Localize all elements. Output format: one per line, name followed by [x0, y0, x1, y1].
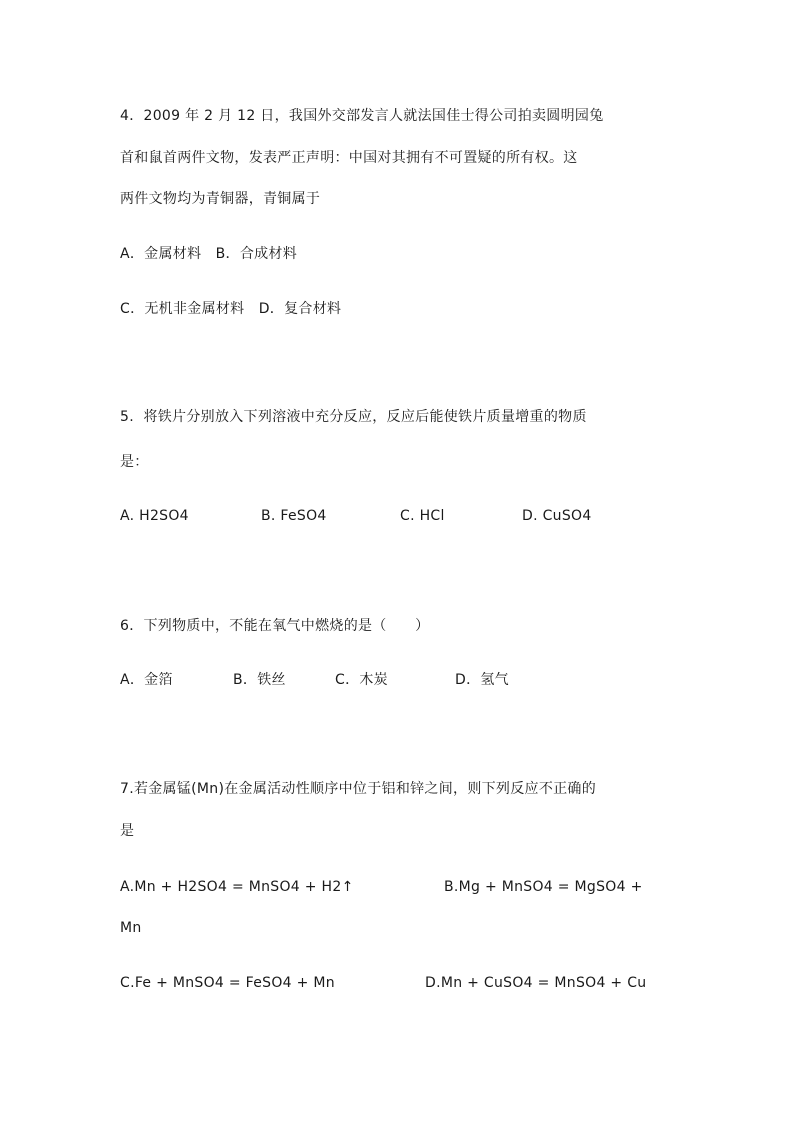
q4-stem-line3: 两件文物均为青铜器，青铜属于: [120, 191, 321, 207]
q4-options-ab: A．金属材料 B．合成材料: [120, 246, 298, 262]
q7-option-a: A.Mn + H2SO4 = MnSO4 + H2↑: [120, 879, 354, 895]
q4-options-cd: C．无机非金属材料 D．复合材料: [120, 301, 342, 317]
q7-option-c: C.Fe + MnSO4 = FeSO4 + Mn: [120, 975, 335, 991]
q4-stem-line2: 首和鼠首两件文物，发表严正声明：中国对其拥有不可置疑的所有权。这: [120, 150, 578, 166]
q5-stem-line2: 是：: [120, 454, 149, 470]
q5-option-a: A. H2SO4: [120, 508, 189, 524]
q7-stem-line1: 7.若金属锰(Mn)在金属活动性顺序中位于铝和锌之间，则下列反应不正确的: [120, 781, 597, 797]
q7-option-b: B.Mg + MnSO4 = MgSO4 +: [444, 879, 643, 895]
q7-option-d: D.Mn + CuSO4 = MnSO4 + Cu: [425, 975, 647, 991]
q4-stem-line1: 4．2009 年 2 月 12 日，我国外交部发言人就法国佳士得公司拍卖圆明园兔: [120, 108, 604, 124]
q5-option-b: B. FeSO4: [261, 508, 327, 524]
q7-stem-line2: 是: [120, 823, 135, 839]
q5-option-c: C. HCl: [400, 508, 445, 524]
q7-option-b-continued: Mn: [120, 920, 142, 936]
q5-stem-line1: 5. 将铁片分别放入下列溶液中充分反应，反应后能使铁片质量增重的物质: [120, 409, 587, 425]
q6-option-a: A．金箔: [120, 672, 173, 688]
q6-option-c: C．木炭: [335, 672, 388, 688]
q5-option-d: D. CuSO4: [522, 508, 592, 524]
q6-option-b: B．铁丝: [233, 672, 286, 688]
q6-option-d: D．氢气: [455, 672, 509, 688]
q6-stem: 6．下列物质中，不能在氧气中燃烧的是（ ）: [120, 618, 430, 634]
